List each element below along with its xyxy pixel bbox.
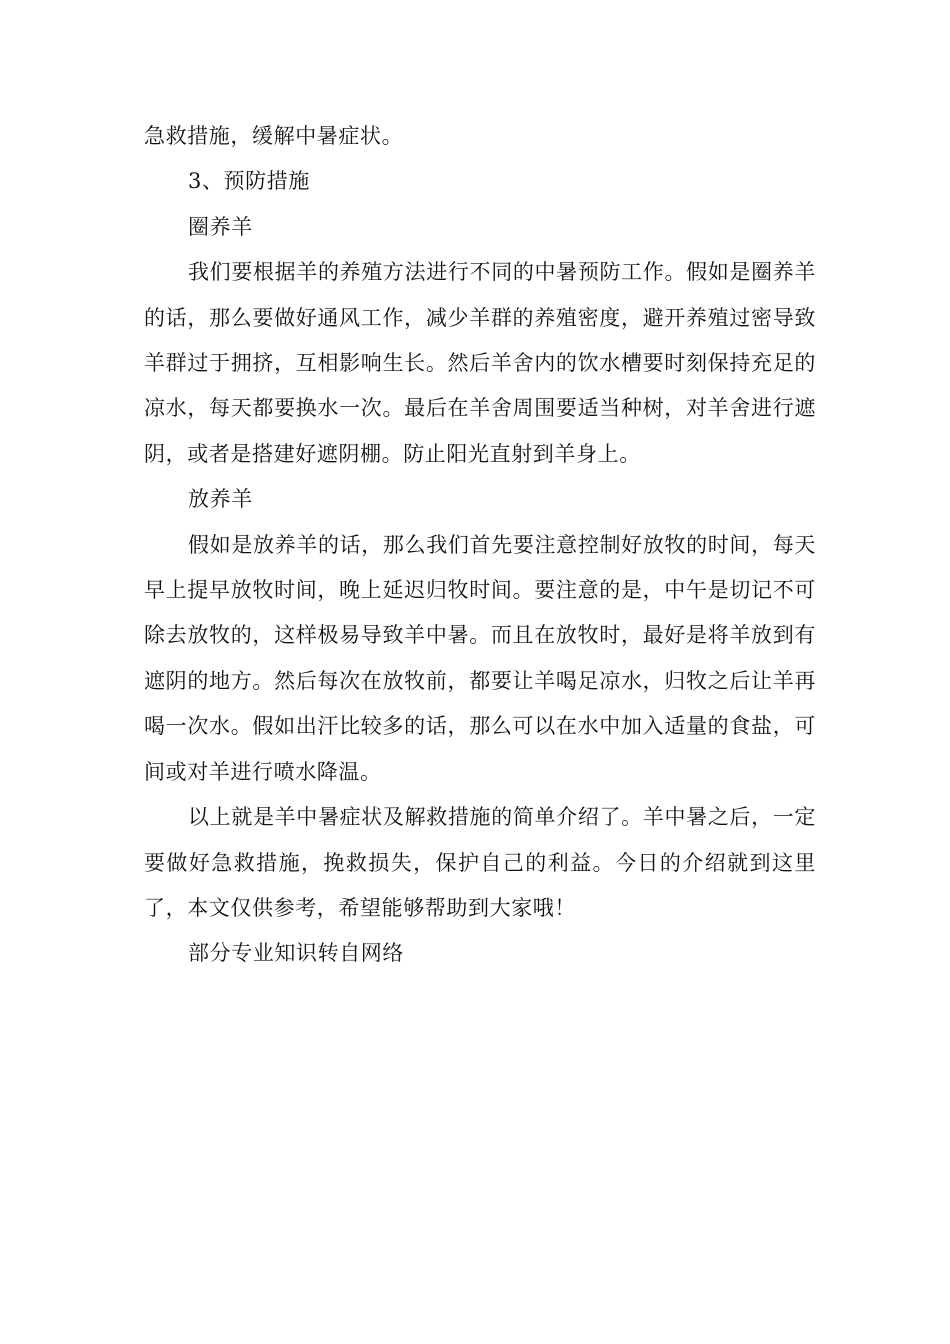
document-body [144,114,816,977]
subheading-pen-raised-sheep: 圈养羊 [188,214,253,239]
paragraph-continuation: 急救措施，缓解中暑症状。 [144,124,404,148]
paragraph-pen-raised-prevention: 我们要根据羊的养殖方法进行不同的中暑预防工作。假如是圈养羊的话，那么要做好通风工作，减少羊群的养殖密度，避开养殖过密导致羊群过于拥挤，互相影响生长。然后羊舍内的饮水槽要时刻保持充足的凉水，每天都要换水一次。最后在羊舍周围要适当种树，对羊舍进行遮阴，或者是搭建好遮阴棚。防止阳光直射到羊身上。 [144,260,816,466]
paragraph-conclusion: 以上就是羊中暑症状及解救措施的简单介绍了。羊中暑之后，一定要做好急救措施，挽救损失，保护自己的利益。今日的介绍就到这里了，本文仅供参考，希望能够帮助到大家哦！ [144,805,816,920]
source-note: 部分专业知识转自网络 [188,941,404,966]
section-heading-prevention: 3、预防措施 [188,169,310,194]
paragraph-free-range-prevention: 假如是放养羊的话，那么我们首先要注意控制好放牧的时间，每天早上提早放牧时间，晚上延迟归牧时间。要注意的是，中午是切记不可除去放牧的，这样极易导致羊中暑。而且在放牧时，最好是将羊放到有遮阴的地方。然后每次在放牧前，都要让羊喝足凉水，归牧之后让羊再喝一次水。假如出汗比较多的话，那么可以在水中加入适量的食盐，可间或对羊进行喷水降温。 [144,532,816,784]
subheading-free-range-sheep: 放养羊 [188,487,253,512]
